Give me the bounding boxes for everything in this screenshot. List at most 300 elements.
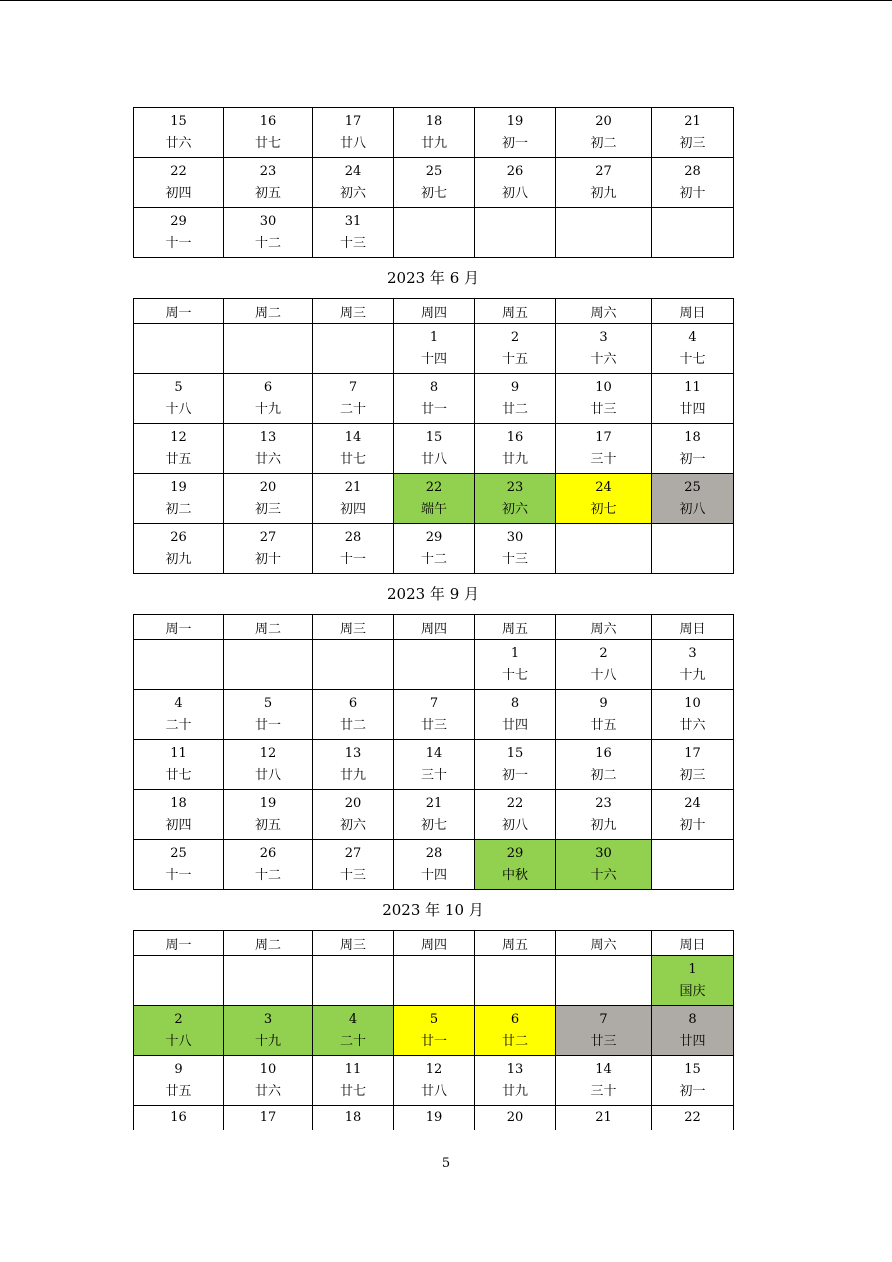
lunar-date: 十一 — [339, 551, 366, 567]
day-cell — [556, 740, 652, 790]
day-number: 1 — [688, 961, 697, 977]
lunar-date: 十六 — [590, 351, 617, 367]
day-cell — [313, 208, 394, 258]
lunar-date: 十七 — [679, 351, 706, 367]
day-cell-content — [475, 740, 555, 789]
day-cell-content — [134, 840, 223, 889]
day-number: 28 — [425, 845, 443, 861]
lunar-date: 十九 — [254, 401, 281, 417]
day-number: 9 — [174, 1061, 183, 1077]
lunar-date: 初五 — [254, 817, 281, 833]
day-number: 7 — [429, 695, 439, 711]
lunar-date: 初二 — [165, 501, 192, 517]
day-cell-content — [394, 324, 474, 373]
lunar-date: 廿六 — [254, 451, 281, 467]
day-number: 11 — [170, 745, 187, 761]
day-number: 22 — [684, 1110, 701, 1125]
day-cell — [475, 208, 556, 258]
day-number: 12 — [170, 429, 187, 445]
day-cell — [313, 1056, 394, 1106]
day-cell — [556, 790, 652, 840]
day-number: 24 — [684, 795, 701, 811]
day-number: 3 — [599, 329, 608, 345]
day-cell — [556, 108, 652, 158]
weekday-header-cell: 周四 — [394, 615, 475, 640]
lunar-date: 廿一 — [420, 1033, 447, 1049]
lunar-date: 十八 — [590, 667, 617, 683]
lunar-date: 廿四 — [679, 1033, 706, 1049]
day-cell — [313, 1006, 394, 1056]
week-row — [134, 524, 734, 574]
day-cell-content — [134, 690, 223, 739]
day-cell-content — [556, 108, 651, 157]
weekday-header-row — [134, 615, 734, 640]
lunar-date: 二十 — [339, 401, 366, 417]
day-cell — [394, 1006, 475, 1056]
day-number: 10 — [684, 695, 701, 711]
day-number: 13 — [344, 745, 362, 761]
week-row — [134, 108, 734, 158]
day-cell — [556, 1006, 652, 1056]
week-row — [134, 1006, 734, 1056]
day-cell-content — [224, 1006, 312, 1055]
week-row — [134, 1056, 734, 1106]
day-cell-content — [224, 1106, 312, 1130]
day-cell — [556, 424, 652, 474]
day-cell — [134, 424, 224, 474]
day-cell-content — [652, 158, 733, 207]
day-cell-content — [652, 690, 733, 739]
day-cell-content — [313, 374, 393, 423]
day-number: 2 — [174, 1011, 183, 1027]
lunar-date: 廿六 — [165, 135, 192, 151]
day-cell-content — [652, 1106, 733, 1130]
lunar-date: 廿二 — [501, 401, 528, 417]
lunar-date: 十二 — [254, 867, 281, 883]
day-cell — [652, 524, 734, 574]
day-number: 9 — [599, 695, 608, 711]
lunar-date: 廿七 — [254, 135, 281, 151]
day-number: 17 — [684, 745, 701, 761]
day-cell — [224, 1006, 313, 1056]
lunar-date: 初一 — [679, 1083, 706, 1099]
day-cell-content — [313, 840, 393, 889]
lunar-date: 廿八 — [420, 1083, 447, 1099]
day-cell — [556, 158, 652, 208]
lunar-date: 初三 — [679, 767, 706, 783]
day-cell-content — [556, 324, 651, 373]
day-number: 21 — [684, 113, 701, 129]
weekday-header-cell: 周六 — [556, 615, 652, 640]
day-cell — [224, 640, 313, 690]
day-number: 25 — [425, 163, 443, 179]
day-cell — [394, 840, 475, 890]
lunar-date: 十一 — [165, 235, 192, 251]
day-number: 23 — [259, 163, 277, 179]
day-cell — [224, 1056, 313, 1106]
day-number: 20 — [506, 1110, 524, 1125]
day-cell-content — [475, 524, 555, 573]
lunar-date: 廿六 — [254, 1083, 281, 1099]
day-number: 12 — [425, 1061, 443, 1077]
day-cell-content — [652, 956, 733, 1005]
day-number: 15 — [684, 1061, 701, 1077]
day-number: 18 — [684, 429, 701, 445]
day-cell — [652, 108, 734, 158]
day-cell-content — [313, 740, 393, 789]
day-cell — [313, 640, 394, 690]
day-cell — [475, 740, 556, 790]
day-cell — [134, 640, 224, 690]
lunar-date: 三十 — [590, 451, 617, 467]
day-cell-content — [652, 790, 733, 839]
lunar-date: 初二 — [590, 135, 617, 151]
day-number: 11 — [684, 379, 701, 395]
day-cell-content — [556, 740, 651, 789]
lunar-date: 初十 — [679, 185, 706, 201]
day-cell-content — [224, 424, 312, 473]
day-cell-content — [394, 690, 474, 739]
day-cell-content — [394, 790, 474, 839]
weekday-header-cell: 周三 — [313, 931, 394, 956]
lunar-date: 廿一 — [420, 401, 447, 417]
day-number: 28 — [684, 163, 701, 179]
day-number: 10 — [259, 1061, 277, 1077]
day-number: 22 — [170, 163, 187, 179]
day-number: 15 — [506, 745, 524, 761]
week-row — [134, 640, 734, 690]
day-cell — [134, 740, 224, 790]
day-cell-content — [475, 840, 555, 889]
day-cell-content — [652, 324, 733, 373]
day-number: 24 — [344, 163, 362, 179]
day-cell — [475, 324, 556, 374]
day-cell — [652, 158, 734, 208]
day-cell-content — [475, 374, 555, 423]
day-cell-content — [313, 790, 393, 839]
day-cell — [652, 790, 734, 840]
day-cell-content — [224, 374, 312, 423]
day-cell-content — [394, 1106, 474, 1130]
day-cell — [224, 956, 313, 1006]
week-row — [134, 208, 734, 258]
day-number: 5 — [263, 695, 273, 711]
day-cell-content — [313, 1056, 393, 1105]
day-cell-content — [134, 1006, 223, 1055]
day-cell — [394, 956, 475, 1006]
lunar-date: 廿二 — [339, 717, 366, 733]
day-cell — [394, 324, 475, 374]
day-cell-content — [313, 524, 393, 573]
day-cell — [652, 1106, 734, 1131]
day-cell — [394, 790, 475, 840]
lunar-date: 十九 — [679, 667, 706, 683]
day-cell-content — [652, 474, 733, 523]
day-number: 14 — [425, 745, 443, 761]
lunar-date: 初二 — [590, 767, 617, 783]
day-cell-content — [394, 374, 474, 423]
weekday-header-cell: 周二 — [224, 299, 313, 324]
day-number: 17 — [595, 429, 612, 445]
lunar-date: 十七 — [501, 667, 528, 683]
lunar-date: 初四 — [165, 817, 192, 833]
day-cell — [134, 790, 224, 840]
day-cell — [313, 108, 394, 158]
day-cell-content — [313, 208, 393, 257]
day-cell — [394, 108, 475, 158]
lunar-date: 廿三 — [590, 401, 617, 417]
lunar-date: 廿七 — [339, 1083, 366, 1099]
weekday-header-cell: 周二 — [224, 931, 313, 956]
day-cell-content — [475, 108, 555, 157]
lunar-date: 廿一 — [254, 717, 281, 733]
weekday-header-cell: 周六 — [556, 931, 652, 956]
day-cell — [224, 324, 313, 374]
lunar-date: 廿五 — [590, 717, 617, 733]
day-number: 9 — [510, 379, 520, 395]
day-cell — [475, 640, 556, 690]
day-cell — [652, 424, 734, 474]
day-cell — [224, 1106, 313, 1131]
lunar-date: 初一 — [501, 135, 528, 151]
day-cell — [475, 840, 556, 890]
lunar-date: 廿九 — [501, 451, 528, 467]
day-cell — [394, 1056, 475, 1106]
day-cell — [652, 956, 734, 1006]
lunar-date: 初八 — [501, 185, 528, 201]
day-cell — [224, 208, 313, 258]
day-cell — [475, 1006, 556, 1056]
day-cell — [652, 1056, 734, 1106]
lunar-date: 廿九 — [420, 135, 447, 151]
day-cell — [556, 374, 652, 424]
lunar-date: 初七 — [420, 817, 447, 833]
lunar-date: 十三 — [339, 235, 366, 251]
lunar-date: 初七 — [590, 501, 617, 517]
month-calendar-table — [133, 930, 734, 1130]
day-number: 6 — [348, 695, 358, 711]
day-cell-content — [313, 108, 393, 157]
day-cell-content — [394, 1056, 474, 1105]
day-cell — [475, 1056, 556, 1106]
day-cell — [652, 840, 734, 890]
day-number: 30 — [259, 213, 277, 229]
lunar-date: 初三 — [254, 501, 281, 517]
day-number: 3 — [263, 1011, 273, 1027]
day-number: 15 — [425, 429, 443, 445]
lunar-date: 初九 — [165, 551, 192, 567]
day-cell-content — [556, 640, 651, 689]
day-cell-content — [556, 840, 651, 889]
day-cell-content — [556, 1106, 651, 1130]
day-number: 1 — [510, 645, 520, 661]
day-number: 16 — [259, 113, 277, 129]
day-cell — [394, 424, 475, 474]
day-cell-content — [652, 740, 733, 789]
day-cell-content — [313, 1006, 393, 1055]
lunar-date: 廿九 — [501, 1083, 528, 1099]
weekday-header-cell: 周二 — [224, 615, 313, 640]
day-cell-content — [475, 1056, 555, 1105]
day-cell — [134, 158, 224, 208]
lunar-date: 初九 — [590, 817, 617, 833]
lunar-date: 初六 — [339, 817, 366, 833]
lunar-date: 十六 — [590, 867, 617, 883]
day-cell — [394, 474, 475, 524]
top-border-rule — [0, 0, 892, 1]
lunar-date: 廿三 — [420, 717, 447, 733]
day-cell-content — [224, 840, 312, 889]
day-cell-content — [134, 790, 223, 839]
day-number: 14 — [344, 429, 362, 445]
day-cell — [313, 1106, 394, 1131]
day-cell-content — [224, 740, 312, 789]
lunar-date: 三十 — [420, 767, 447, 783]
day-cell-content — [134, 1056, 223, 1105]
day-cell — [556, 524, 652, 574]
day-number: 20 — [259, 479, 277, 495]
lunar-date: 初三 — [679, 135, 706, 151]
day-number: 19 — [425, 1110, 443, 1125]
day-cell — [134, 1056, 224, 1106]
lunar-date: 十八 — [165, 401, 192, 417]
day-cell — [394, 740, 475, 790]
day-cell-content — [224, 524, 312, 573]
day-cell — [134, 374, 224, 424]
lunar-date: 廿八 — [420, 451, 447, 467]
lunar-date: 初六 — [339, 185, 366, 201]
day-cell — [475, 956, 556, 1006]
week-row — [134, 374, 734, 424]
day-number: 6 — [263, 379, 273, 395]
day-cell-content — [313, 424, 393, 473]
day-number: 27 — [344, 845, 362, 861]
day-number: 16 — [170, 1110, 187, 1125]
day-cell-content — [224, 158, 312, 207]
day-cell-content — [224, 208, 312, 257]
day-cell-content — [475, 474, 555, 523]
day-number: 27 — [259, 529, 277, 545]
day-cell — [134, 956, 224, 1006]
day-cell-content — [556, 374, 651, 423]
day-cell-content — [475, 424, 555, 473]
day-cell — [652, 208, 734, 258]
day-cell-content — [394, 740, 474, 789]
day-cell-content — [556, 474, 651, 523]
day-cell — [475, 1106, 556, 1131]
day-cell-content — [134, 474, 223, 523]
day-cell-content — [313, 690, 393, 739]
day-cell-content — [556, 158, 651, 207]
week-row — [134, 474, 734, 524]
day-cell-content — [652, 374, 733, 423]
day-cell-content — [556, 1006, 651, 1055]
day-cell-content — [224, 790, 312, 839]
day-number: 19 — [506, 113, 524, 129]
lunar-date: 廿四 — [501, 717, 528, 733]
day-cell — [313, 374, 394, 424]
day-cell — [224, 840, 313, 890]
lunar-date: 初四 — [339, 501, 366, 517]
day-number: 16 — [506, 429, 524, 445]
day-number: 31 — [344, 213, 362, 229]
day-cell — [134, 108, 224, 158]
calendar-page — [133, 107, 733, 1130]
day-number: 7 — [599, 1011, 608, 1027]
day-number: 25 — [684, 479, 701, 495]
day-cell-content — [475, 690, 555, 739]
day-cell-content — [224, 690, 312, 739]
lunar-date: 初八 — [501, 817, 528, 833]
day-cell — [556, 690, 652, 740]
weekday-header-cell: 周六 — [556, 299, 652, 324]
day-cell — [556, 1106, 652, 1131]
lunar-date: 廿五 — [165, 451, 192, 467]
day-number: 2 — [510, 329, 520, 345]
day-cell — [556, 640, 652, 690]
day-number: 22 — [425, 479, 443, 495]
week-row — [134, 690, 734, 740]
day-cell — [224, 108, 313, 158]
lunar-date: 二十 — [339, 1033, 366, 1049]
weekday-header-cell: 周三 — [313, 615, 394, 640]
day-cell — [556, 956, 652, 1006]
day-cell — [652, 1006, 734, 1056]
day-number: 18 — [425, 113, 443, 129]
lunar-date: 廿五 — [165, 1083, 192, 1099]
day-cell — [652, 740, 734, 790]
day-number: 26 — [506, 163, 524, 179]
lunar-date: 十二 — [420, 551, 447, 567]
week-row — [134, 740, 734, 790]
lunar-date: 十四 — [420, 867, 447, 883]
day-cell-content — [394, 524, 474, 573]
lunar-date: 初十 — [254, 551, 281, 567]
day-cell-content — [224, 474, 312, 523]
month-title: 2023 年 6 月 — [386, 269, 480, 287]
day-cell-content — [475, 158, 555, 207]
day-cell — [313, 524, 394, 574]
day-cell — [652, 324, 734, 374]
day-cell — [475, 690, 556, 740]
day-cell — [134, 840, 224, 890]
day-cell-content — [134, 424, 223, 473]
day-cell-content — [313, 1106, 393, 1130]
lunar-date: 廿七 — [339, 451, 366, 467]
lunar-date: 廿三 — [590, 1033, 617, 1049]
day-cell-content — [394, 1006, 474, 1055]
day-number: 13 — [506, 1061, 524, 1077]
weekday-header-cell: 周四 — [394, 299, 475, 324]
day-number: 1 — [429, 329, 439, 345]
weekday-header-cell: 周一 — [134, 615, 224, 640]
day-cell — [475, 374, 556, 424]
day-number: 21 — [425, 795, 443, 811]
day-cell — [224, 474, 313, 524]
lunar-date: 十一 — [165, 867, 192, 883]
day-cell — [556, 474, 652, 524]
day-cell-content — [556, 424, 651, 473]
day-number: 21 — [595, 1110, 612, 1125]
weekday-header-cell: 周日 — [652, 931, 734, 956]
day-cell — [313, 956, 394, 1006]
month-calendar-table — [133, 614, 734, 890]
day-cell-content — [134, 524, 223, 573]
day-cell — [134, 1006, 224, 1056]
day-cell-content — [652, 640, 733, 689]
day-number: 4 — [174, 695, 183, 711]
day-number: 29 — [425, 529, 443, 545]
